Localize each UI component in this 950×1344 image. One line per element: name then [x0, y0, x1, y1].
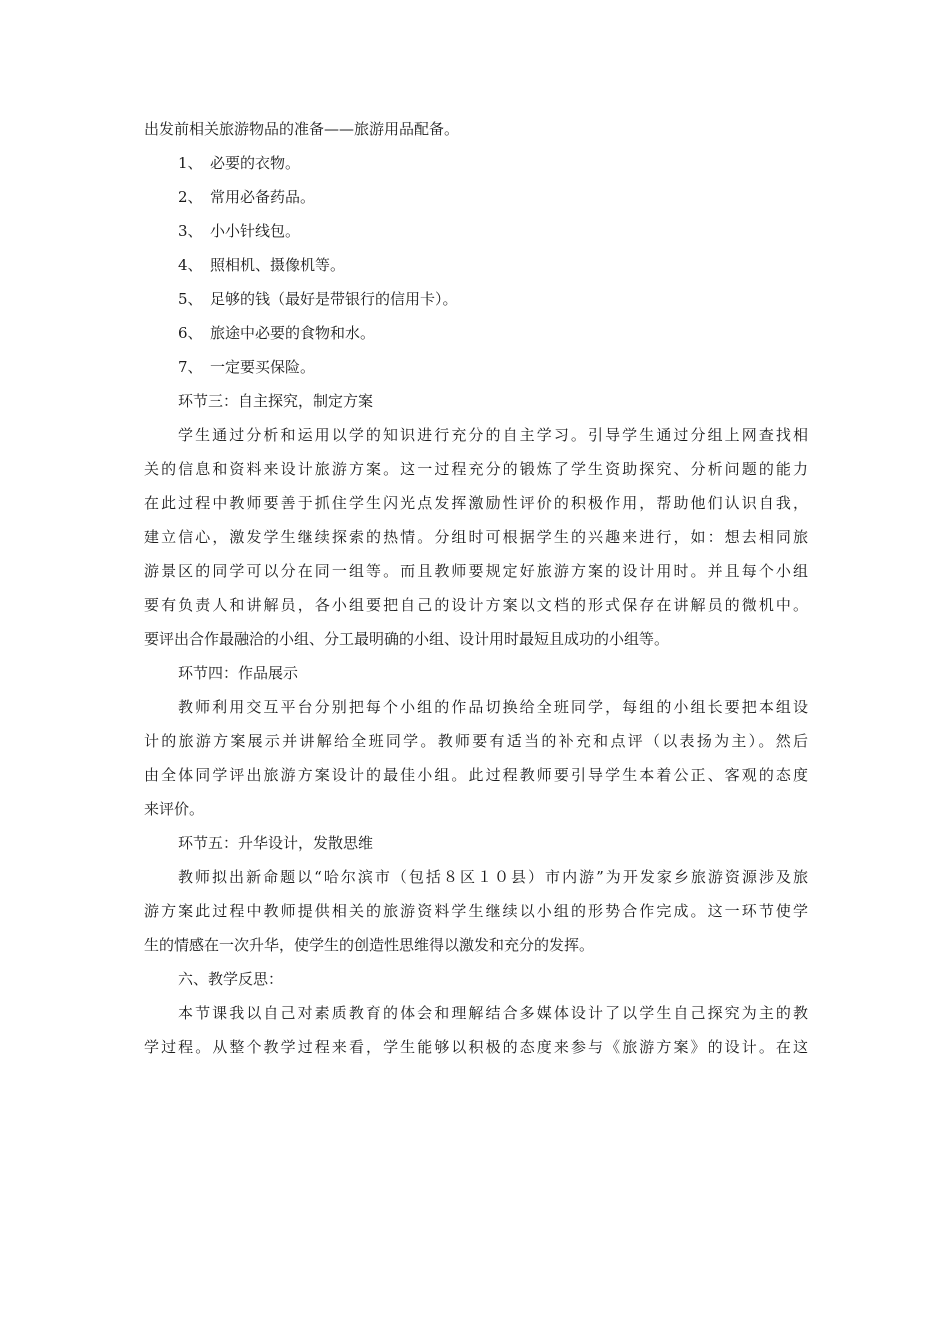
list-item	[144, 180, 808, 214]
section4-paragraph	[144, 690, 808, 826]
paragraph-line: 学生通过分析和运用以学的知识进行充分的自主学习。引导学生通过分组上网查找相	[178, 426, 808, 444]
paragraph-line: 要有负责人和讲解员，各小组要把自己的设计方案以文档的形式保存在讲解员的微机中。	[144, 596, 808, 614]
list-item	[144, 248, 808, 282]
paragraph-line: 教师利用交互平台分别把每个小组的作品切换给全班同学，每组的小组长要把本组设	[178, 698, 808, 716]
list-item	[144, 214, 808, 248]
paragraph-line: 教师拟出新命题以“哈尔滨市（包括８区１０县）市内游”为开发家乡旅游资源涉及旅	[178, 868, 808, 886]
section6-paragraph	[144, 996, 808, 1064]
list-item	[144, 316, 808, 350]
paragraph-line: 计的旅游方案展示并讲解给全班同学。教师要有适当的补充和点评（以表扬为主）。然后	[144, 732, 808, 750]
list-number: 4、	[178, 256, 203, 274]
section4-heading: 环节四：作品展示	[178, 664, 299, 682]
list-text: 照相机、摄像机等。	[210, 256, 346, 274]
paragraph-line: 本节课我以自己对素质教育的体会和理解结合多媒体设计了以学生自己探究为主的教	[178, 1004, 808, 1022]
section5-paragraph	[144, 860, 808, 962]
section3-heading: 环节三：自主探究，制定方案	[178, 392, 374, 410]
list-text: 常用必备药品。	[210, 188, 316, 206]
list-text: 足够的钱（最好是带银行的信用卡）。	[210, 290, 458, 308]
paragraph-line: 由全体同学评出旅游方案设计的最佳小组。此过程教师要引导学生本着公正、客观的态度	[144, 766, 808, 784]
list-text: 必要的衣物。	[210, 154, 301, 172]
list-text: 一定要买保险。	[210, 358, 316, 376]
supplies-list	[144, 146, 808, 384]
intro-line: 出发前相关旅游物品的准备——旅游用品配备。	[144, 120, 460, 138]
list-number: 5、	[178, 290, 203, 308]
section5-heading: 环节五：升华设计，发散思维	[178, 834, 374, 852]
list-number: 2、	[178, 188, 203, 206]
paragraph-line: 生的情感在一次升华，使学生的创造性思维得以激发和充分的发挥。	[144, 936, 595, 954]
list-item	[144, 350, 808, 384]
list-number: 7、	[178, 358, 203, 376]
paragraph-line: 游方案此过程中教师提供相关的旅游资料学生继续以小组的形势合作完成。这一环节使学	[144, 902, 808, 920]
list-text: 小小针线包。	[210, 222, 301, 240]
document-page	[144, 112, 808, 1064]
paragraph-line: 要评出合作最融洽的小组、分工最明确的小组、设计用时最短且成功的小组等。	[144, 630, 670, 648]
list-item	[144, 146, 808, 180]
list-number: 6、	[178, 324, 203, 342]
section6-heading: 六、教学反思：	[178, 970, 284, 988]
list-text: 旅途中必要的食物和水。	[210, 324, 376, 342]
paragraph-line: 来评价。	[144, 800, 205, 818]
paragraph-line: 学过程。从整个教学过程来看，学生能够以积极的态度来参与《旅游方案》的设计。在这	[144, 1038, 808, 1056]
paragraph-line: 在此过程中教师要善于抓住学生闪光点发挥激励性评价的积极作用，帮助他们认识自我，	[144, 494, 808, 512]
list-number: 1、	[178, 154, 203, 172]
list-item	[144, 282, 808, 316]
paragraph-line: 关的信息和资料来设计旅游方案。这一过程充分的锻炼了学生资助探究、分析问题的能力	[144, 460, 808, 478]
paragraph-line: 游景区的同学可以分在同一组等。而且教师要规定好旅游方案的设计用时。并且每个小组	[144, 562, 808, 580]
paragraph-line: 建立信心，激发学生继续探索的热情。分组时可根据学生的兴趣来进行，如：想去相同旅	[144, 528, 808, 546]
section3-paragraph	[144, 418, 808, 656]
list-number: 3、	[178, 222, 203, 240]
